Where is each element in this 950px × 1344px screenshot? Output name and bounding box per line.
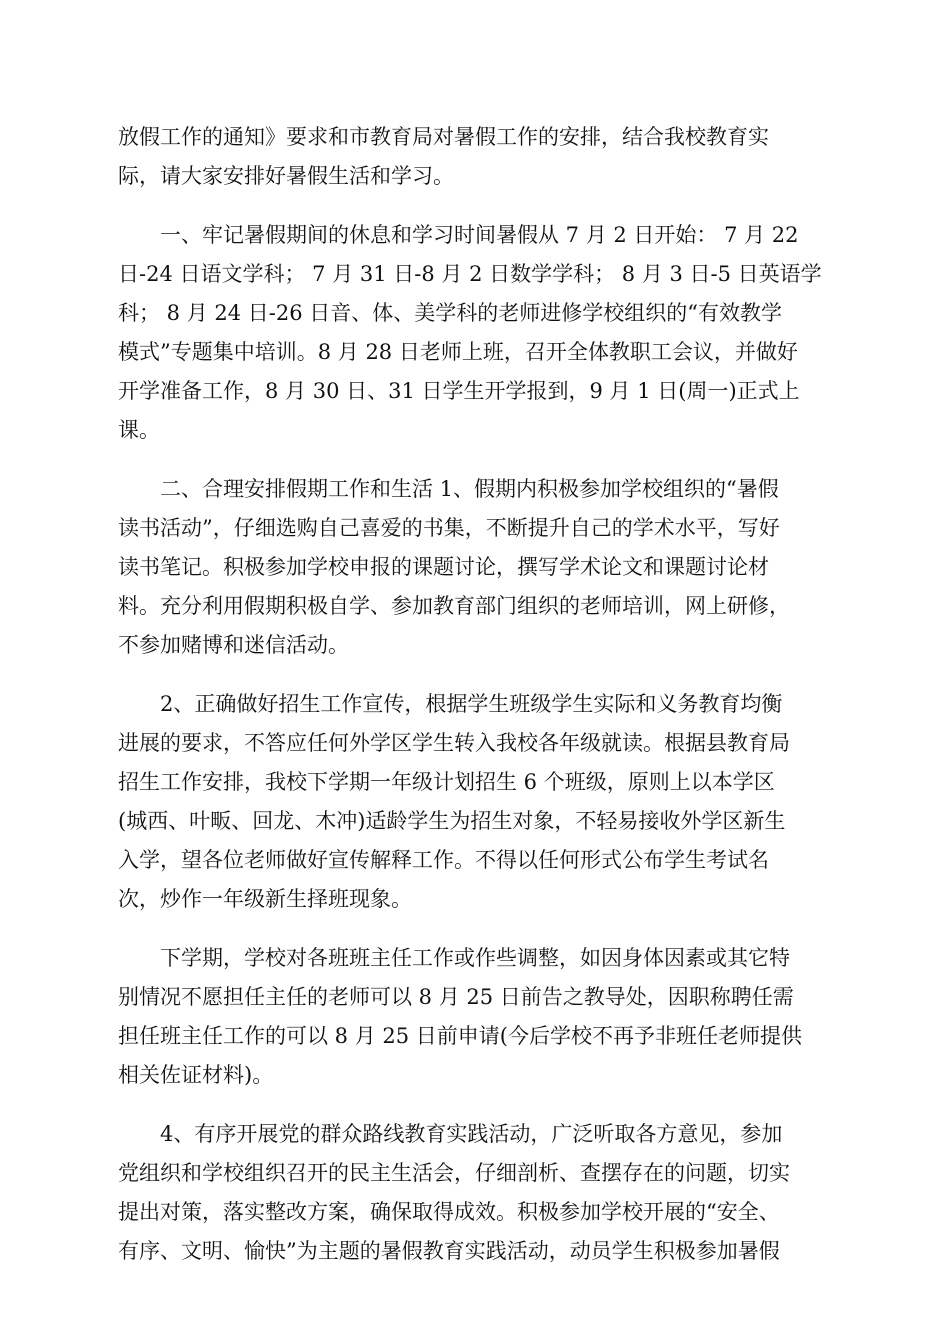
- text-line: 下学期，学校对各班班主任工作或作些调整，如因身体因素或其它特: [160, 946, 790, 970]
- text-line: 开学准备工作，8 月 30 日、31 日学生开学报到，9 月 1 日(周一)正式上: [118, 379, 800, 403]
- text-line: 读书活动”，仔细选购自己喜爱的书集，不断提升自己的学术水平，写好: [118, 516, 780, 540]
- text-line: 2、正确做好招生工作宣传，根据学生班级学生实际和义务教育均衡: [160, 692, 783, 716]
- text-line: 一、牢记暑假期间的休息和学习时间暑假从 7 月 2 日开始： 7 月 22: [160, 223, 799, 247]
- text-line: 入学，望各位老师做好宣传解释工作。不得以任何形式公布学生考试名: [118, 848, 769, 872]
- paragraph-item-4: [118, 1115, 832, 1271]
- text-line: 料。充分利用假期积极自学、参加教育部门组织的老师培训，网上研修，: [118, 594, 790, 618]
- text-line: 不参加赌博和迷信活动。: [118, 633, 349, 657]
- text-line: 科； 8 月 24 日-26 日音、体、美学科的老师进修学校组织的“有效教学: [118, 301, 783, 325]
- paragraph-section-1: [118, 216, 832, 450]
- text-line: 相关佐证材料)。: [118, 1063, 274, 1087]
- text-line: (城西、叶畈、回龙、木冲)适龄学生为招生对象，不轻易接收外学区新生: [118, 809, 786, 833]
- text-line: 提出对策，落实整改方案，确保取得成效。积极参加学校开展的“安全、: [118, 1200, 780, 1224]
- text-line: 招生工作安排，我校下学期一年级计划招生 6 个班级，原则上以本学区: [118, 770, 775, 794]
- text-line: 际，请大家安排好暑假生活和学习。: [118, 164, 454, 188]
- text-line: 次，炒作一年级新生择班现象。: [118, 887, 412, 911]
- text-line: 二、合理安排假期工作和生活 1、假期内积极参加学校组织的“暑假: [160, 477, 779, 501]
- text-line: 进展的要求，不答应任何外学区学生转入我校各年级就读。根据县教育局: [118, 731, 790, 755]
- text-line: 别情况不愿担任主任的老师可以 8 月 25 日前告之教导处，因职称聘任需: [118, 985, 794, 1009]
- text-line: 课。: [118, 418, 160, 442]
- text-line: 担任班主任工作的可以 8 月 25 日前申请(今后学校不再予非班任老师提供: [118, 1024, 802, 1048]
- text-line: 放假工作的通知》要求和市教育局对暑假工作的安排，结合我校教育实: [118, 125, 769, 149]
- text-line: 模式”专题集中培训。8 月 28 日老师上班，召开全体教职工会议，并做好: [118, 340, 798, 364]
- text-line: 4、有序开展党的群众路线教育实践活动，广泛听取各方意见，参加: [160, 1122, 783, 1146]
- paragraph-item-2: [118, 685, 832, 919]
- text-line: 日-24 日语文学科； 7 月 31 日-8 月 2 日数学学科； 8 月 3 日-5 日英语学: [118, 262, 822, 286]
- text-line: 读书笔记。积极参加学校申报的课题讨论，撰写学术论文和课题讨论材: [118, 555, 769, 579]
- paragraph-intro: [118, 118, 832, 196]
- document-page: [118, 118, 832, 1291]
- text-line: 有序、文明、愉快”为主题的暑假教育实践活动，动员学生积极参加暑假: [118, 1239, 780, 1263]
- paragraph-section-2: [118, 470, 832, 665]
- text-line: 党组织和学校组织召开的民主生活会，仔细剖析、查摆存在的问题，切实: [118, 1161, 790, 1185]
- paragraph-next-semester: [118, 939, 832, 1095]
